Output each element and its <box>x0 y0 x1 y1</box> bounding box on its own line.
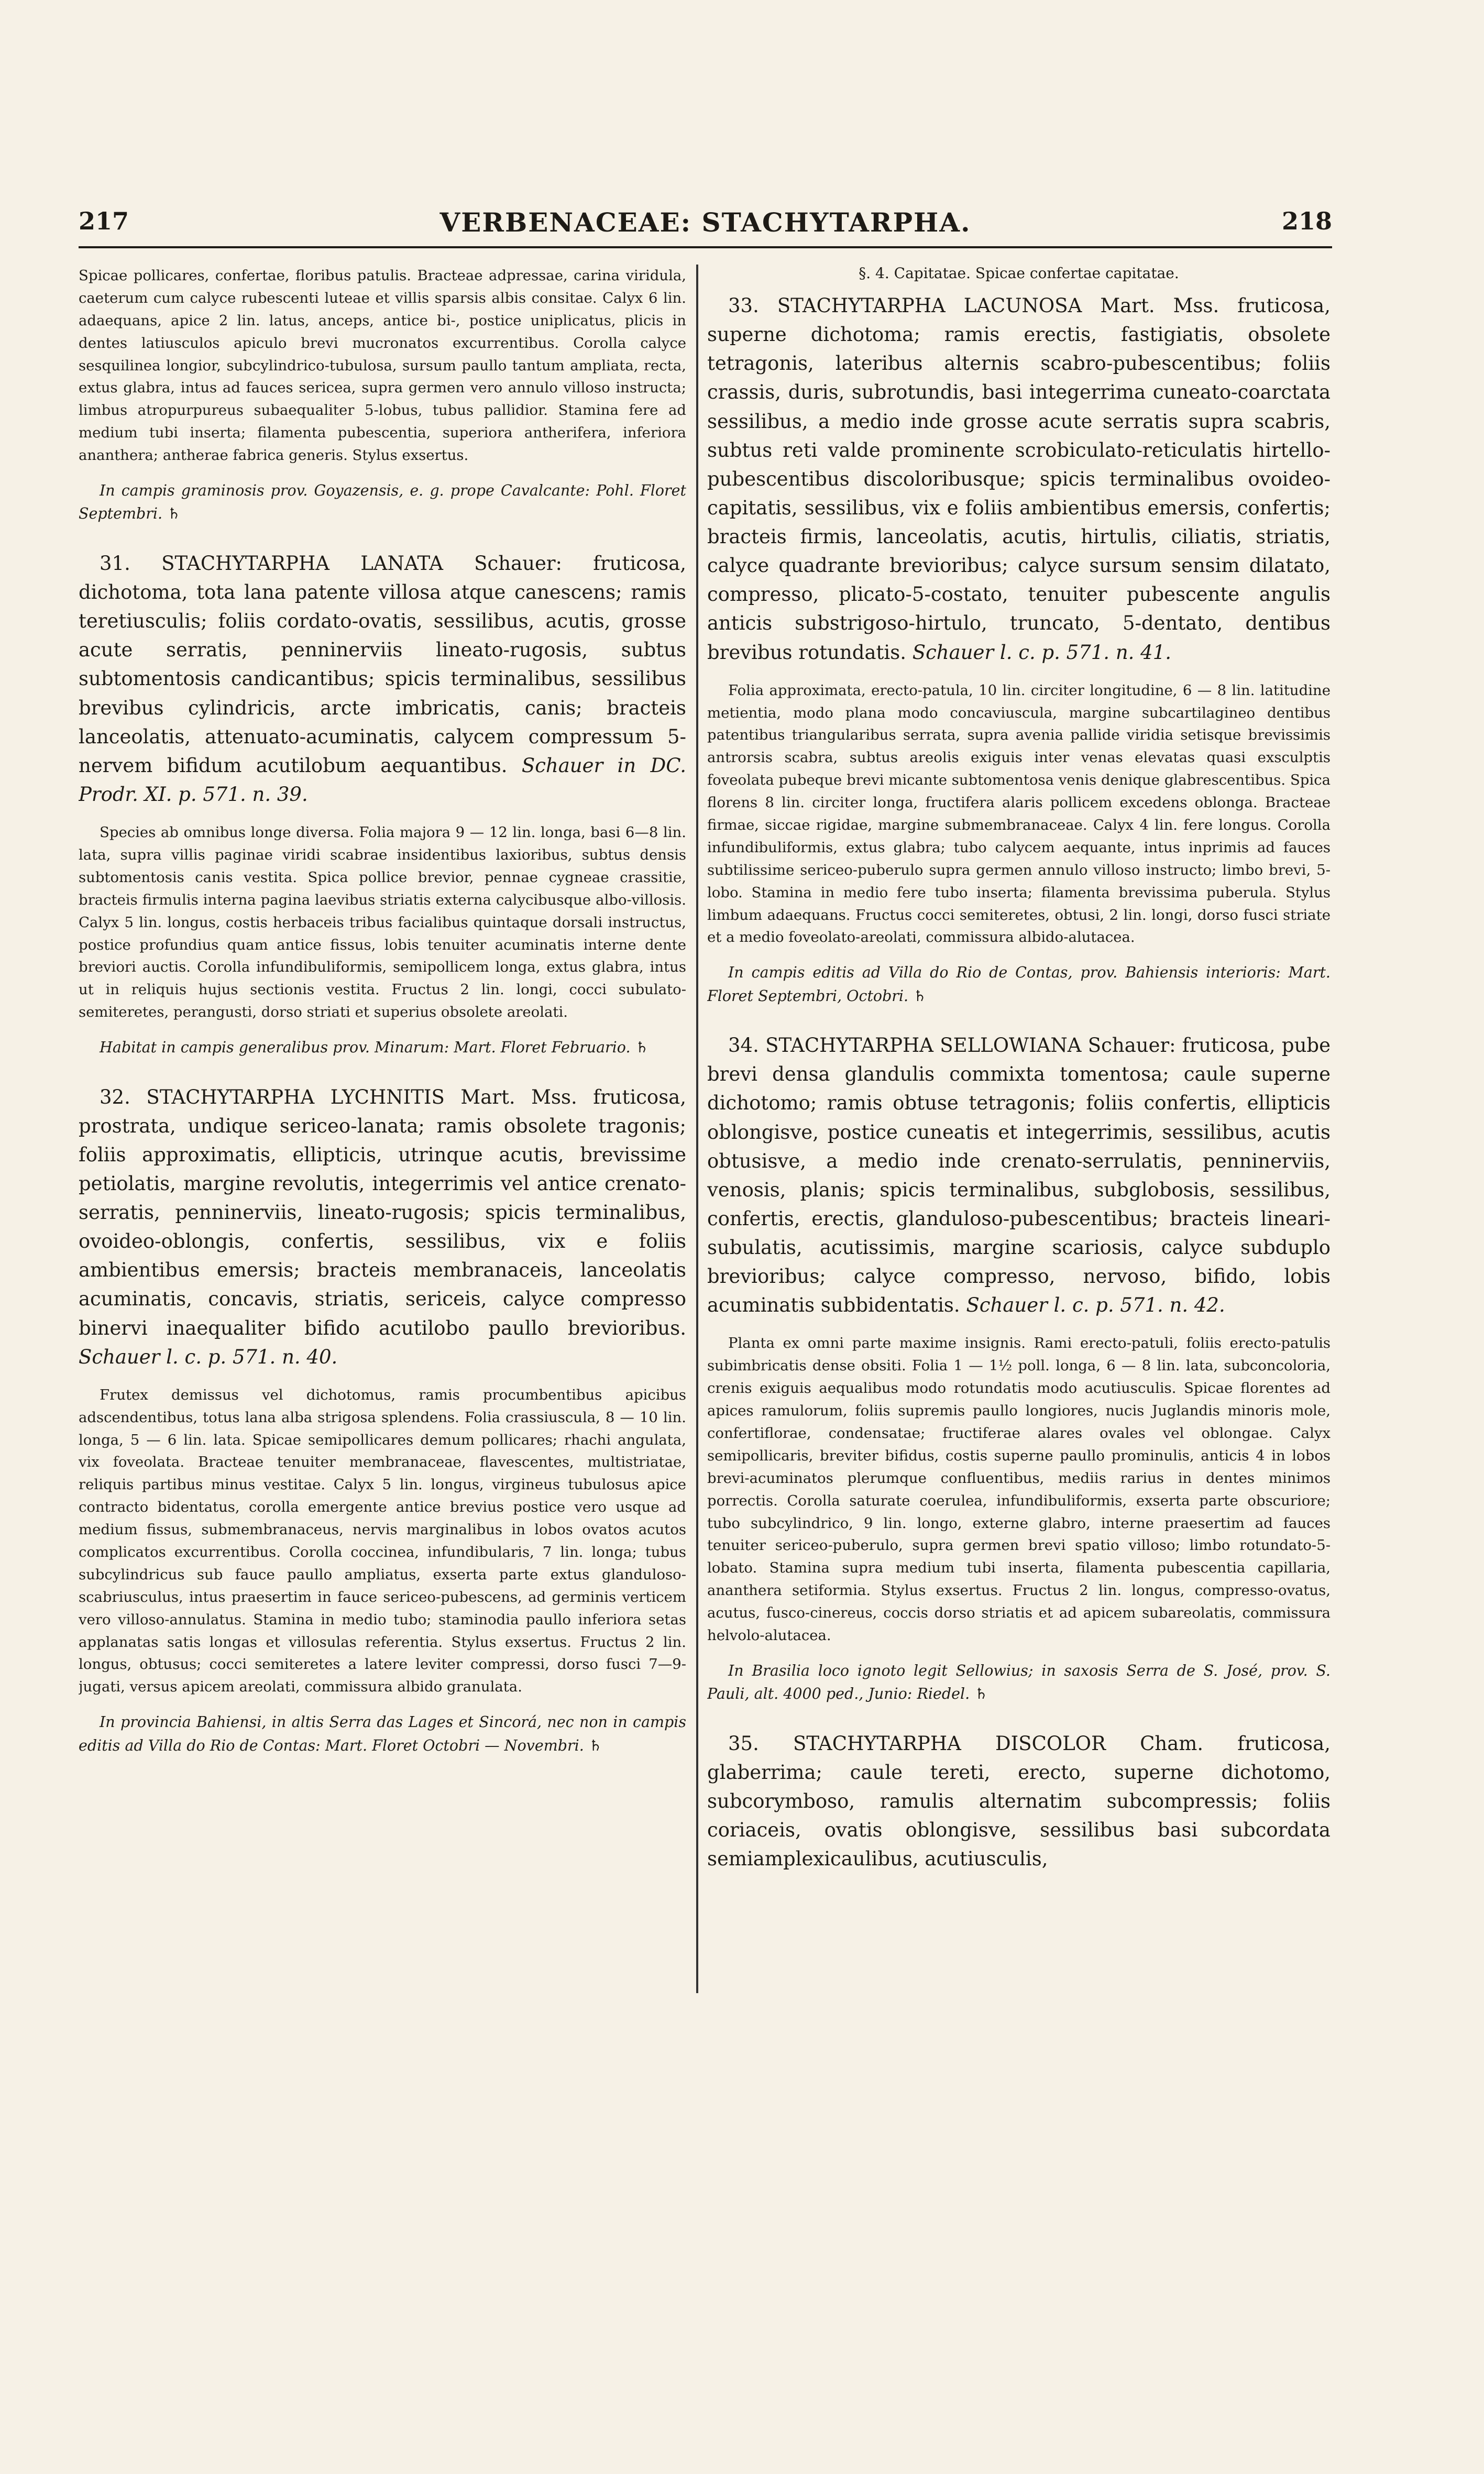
species-32-diagnosis <box>79 1083 686 1371</box>
column-divider <box>696 265 698 1993</box>
species-33-diagnosis <box>707 291 1331 667</box>
section-heading: §. 4. Capitatae. Spicae confertae capitatae. <box>859 265 1179 282</box>
species-31-diagnosis <box>79 549 686 809</box>
page-header <box>79 207 1332 244</box>
header-rule <box>79 246 1332 248</box>
species-33-description: Folia approximata, erecto-patula, 10 lin. circiter longitudine, 6 — 8 lin. latitudine metientia, modo plana modo concaviuscula, margine subcartilagineo dentibus patentibus triangularibus serrata, supra avenia pallide viridia setisque brevissimis antrorsis scabra, subtus areolis exiguis inter venas elevatas quasi exsculptis foveolata pubeque brevi micante subtomentosa venis denique glabrescentibus. Spica florens 8 lin. circiter longa, fructifera alaris pollicem excedens oblonga. Bracteae firmae, siccae rigidae, margine submembranaceae. Calyx 4 lin. fere longus. Corolla infundibuliformis, extus glabra; tubo calycem aequante, intus inprimis ad fauces subtilissime sericeo-puberulo supra germen annulo villoso instructo; limbo brevi, 5-lobo. Stamina in medio fere tubo inserta; filamenta brevissima puberula. Stylus limbum adaequans. Fructus cocci semiteretes, obtusi, 2 lin. longi, dorso fusci striate et a medio foveolato-areolati, commissura albido-alutacea. <box>707 681 1331 946</box>
species-31-description: Species ab omnibus longe diversa. Folia majora 9 — 12 lin. longa, basi 6—8 lin. lata, supra villis paginae viridi scabrae insidentibus laxioribus, subtus densis subtomentosis canis vestita. Spica pollice brevior, pennae cygneae crassitie, bracteis firmulis interna pagina laevibus striatis externa calycibusque albo-villosis. Calyx 5 lin. longus, costis herbaceis tribus facialibus quintaque dorsali instructus, postice profundius quam antice fissus, lobis tenuiter acuminatis interne dente breviori auctis. Corolla infundibuliformis, semipollicem longa, extus glabra, intus ut in reliquis hujus sectionis vestita. Fructus 2 lin. longi, cocci subulato-semiteretes, perangusti, dorso striati et superius obsolete areolati. <box>79 824 686 1021</box>
species-31-reference: Schauer in DC. Prodr. XI. p. 571. n. 39. <box>79 754 686 806</box>
species-33-reference: Schauer l. c. p. 571. n. 41. <box>912 641 1172 664</box>
species-32-heading: 32. STACHYTARPHA LYCHNITIS Mart. Mss. fruticosa, prostrata, undique sericeo-lanata; ramis obsolete tragonis; foliis approximatis, ellipticis, utrinque acutis, brevissime petiolatis, margine revolutis, integerrimis vel antice crenato-serratis, penninerviis, lineato-rugosis; spicis terminalibus, ovoideo-oblongis, confertis, sessilibus, vix e foliis ambientibus emersis; bracteis membranaceis, lanceolatis acuminatis, concavis, striatis, sericeis, calyce compresso binervi inaequaliter bifido acutilobo paullo brevioribus. <box>79 1085 686 1339</box>
species-31-heading: 31. STACHYTARPHA LANATA Schauer: fruticosa, dichotoma, tota lana patente villosa atque canescens; ramis teretiusculis; foliis cordato-ovatis, sessilibus, acutis, grosse acute serratis, penninerviis lineato-rugosis, subtus subtomentosis candicantibus; spicis terminalibus, sessilibus brevibus cylindricis, arcte imbricatis, canis; bracteis lanceolatis, attenuato-acuminatis, calycem compressum 5-nervem bifidum acutilobum aequantibus. <box>79 552 686 777</box>
right-column <box>707 265 1331 2003</box>
species-32-habitat: In provincia Bahiensi, in altis Serra das Lages et Sincorá, nec non in campis editis ad Villa do Rio de Contas: Mart. Floret Octobri — Novembri. ♄ <box>79 1713 686 1754</box>
species-34-heading: 34. STACHYTARPHA SELLOWIANA Schauer: fruticosa, pube brevi densa glandulis commixta tomentosa; caule superne dichotomo; ramis obtuse tetragonis; foliis confertis, ellipticis oblongisve, postice cuneatis et integerrimis, sessilibus, acutis obtusisve, a medio inde crenato-serrulatis, penninerviis, venosis, planis; spicis terminalibus, subglobosis, sessilibus, confertis, erectis, glanduloso-pubescentibus; bracteis lineari-subulatis, acutissimis, margine scariosis, calyce subduplo brevioribus; calyce compresso, nervoso, bifido, lobis acuminatis subbidentatis. <box>707 1034 1331 1317</box>
species-34-diagnosis <box>707 1031 1331 1320</box>
intro-habitat: In campis graminosis prov. Goyazensis, e. g. prope Cavalcante: Pohl. Floret Septembri. ♄ <box>79 482 686 523</box>
running-title: VERBENACEAE: STACHYTARPHA. <box>439 207 971 238</box>
species-33-habitat: In campis editis ad Villa do Rio de Contas, prov. Bahiensis interioris: Mart. Floret Septembri, Octobri. ♄ <box>707 964 1331 1005</box>
species-34-reference: Schauer l. c. p. 571. n. 42. <box>966 1294 1225 1317</box>
page-number-left: 217 <box>79 207 129 235</box>
species-32-reference: Schauer l. c. p. 571. n. 40. <box>79 1345 338 1368</box>
species-33-heading: 33. STACHYTARPHA LACUNOSA Mart. Mss. fruticosa, superne dichotoma; ramis erectis, fastigiatis, obsolete tetragonis, lateribus alternis scabro-pubescentibus; foliis crassis, duris, subrotundis, basi integerrima cuneato-coarctata sessilibus, a medio inde grosse acute serratis supra scabris, subtus reti valde prominente scrobiculato-reticulatis hirtello-pubescentibus discoloribusque; spicis terminalibus ovoideo-capitatis, sessilibus, vix e foliis ambientibus emersis, confertis; bracteis firmis, lanceolatis, acutis, hirtulis, ciliatis, striatis, calyce quadrante brevioribus; calyce sursum sensim dilatato, compresso, plicato-5-costato, tenuiter pubescente angulis anticis substrigoso-hirtulo, truncato, 5-dentato, dentibus brevibus rotundatis. <box>707 294 1331 664</box>
species-32-description: Frutex demissus vel dichotomus, ramis procumbentibus apicibus adscendentibus, totus lana alba strigosa splendens. Folia crassiuscula, 8 — 10 lin. longa, 5 — 6 lin. lata. Spicae semipollicares demum pollicares; rhachi angulata, vix foveolata. Bracteae tenuiter membranaceae, flavescentes, multistriatae, reliquis partibus minus vestitae. Calyx 5 lin. longus, virgineus tubulosus apice contracto bidentatus, corolla emergente antice brevius postice vero usque ad medium fissus, submembranaceus, nervis marginalibus in lobos ovatos acutos complicatos excurrentibus. Corolla coccinea, infundibularis, 7 lin. longa; tubus subcylindricus sub fauce paullo ampliatus, exserta parte extus glanduloso-scabriusculus, intus praesertim in fauce sericeo-pubescens, ad germinis verticem vero villoso-annulatus. Stamina in medio tubo; staminodia paullo inferiora setas applanatas satis longas et villosulas referentia. Stylus exsertus. Fructus 2 lin. longus, obtusus; cocci semiteretes a latere leviter compressi, dorso fusci 7—9-jugati, versus apicem areolati, commissura albido granulata. <box>79 1386 686 1696</box>
intro-description: Spicae pollicares, confertae, floribus patulis. Bracteae adpressae, carina viridula, caeterum cum calyce rubescenti luteae et villis sparsis albis consitae. Calyx 6 lin. adaequans, apice 2 lin. latus, anceps, antice bi-, postice uniplicatus, plicis in dentes latiusculos apiculo brevi mucronatos excurrentibus. Corolla calyce sesquilinea longior, subcylindrico-tubulosa, sursum paullo tantum ampliata, recta, extus glabra, intus ad fauces sericea, supra germen vero annulo villoso instructa; limbus atropurpureus subaequaliter 5-lobus, tubus pallidior. Stamina fere ad medium tubi inserta; filamenta pubescentia, superiora antherifera, inferiora ananthera; antherae fabrica generis. Stylus exsertus. <box>79 267 686 464</box>
species-31-habitat: Habitat in campis generalibus prov. Minarum: Mart. Floret Februario. ♄ <box>100 1039 649 1057</box>
species-35-diagnosis: 35. STACHYTARPHA DISCOLOR Cham. fruticosa, glaberrima; caule tereti, erecto, superne dichotomo, subcorymboso, ramulis alternatim subcompressis; foliis coriaceis, ovatis oblongisve, sessilibus basi subcordata semiamplexicaulibus, acutiusculis, <box>707 1732 1331 1871</box>
species-34-habitat: In Brasilia loco ignoto legit Sellowius; in saxosis Serra de S. José, prov. S. Pauli, alt. 4000 ped., Junio: Riedel. ♄ <box>707 1662 1331 1703</box>
species-34-description: Planta ex omni parte maxime insignis. Rami erecto-patuli, foliis erecto-patulis subimbricatis dense obsiti. Folia 1 — 1½ poll. longa, 6 — 8 lin. lata, subconcoloria, crenis exiguis aequalibus modo rotundatis modo acutiusculis. Spicae florentes ad apices ramulorum, foliis supremis paullo longiores, nucis Juglandis minoris mole, confertiflorae, condensatae; fructiferae alares ovales vel oblongae. Calyx semipollicaris, breviter bifidus, costis superne paullo prominulis, anticis 4 in lobos brevi-acuminatos plerumque confluentibus, mediis rarius in dentes minimos porrectis. Corolla saturate coerulea, infundibuliformis, exserta parte obscuriore; tubo subcylindrico, 9 lin. longo, externe glabro, interne praesertim ad fauces tenuiter sericeo-puberulo, supra germen brevi spatio villoso; limbo rotundato-5-lobato. Stamina supra medium tubi inserta, filamenta pubescentia capillaria, ananthera setiformia. Stylus exsertus. Fructus 2 lin. longus, compresso-ovatus, acutus, fusco-cinereus, coccis dorso striatis et ad apicem subareolatis, commissura helvolo-alutacea. <box>707 1335 1331 1644</box>
page-number-right: 218 <box>1281 207 1332 235</box>
left-column <box>79 265 686 2003</box>
